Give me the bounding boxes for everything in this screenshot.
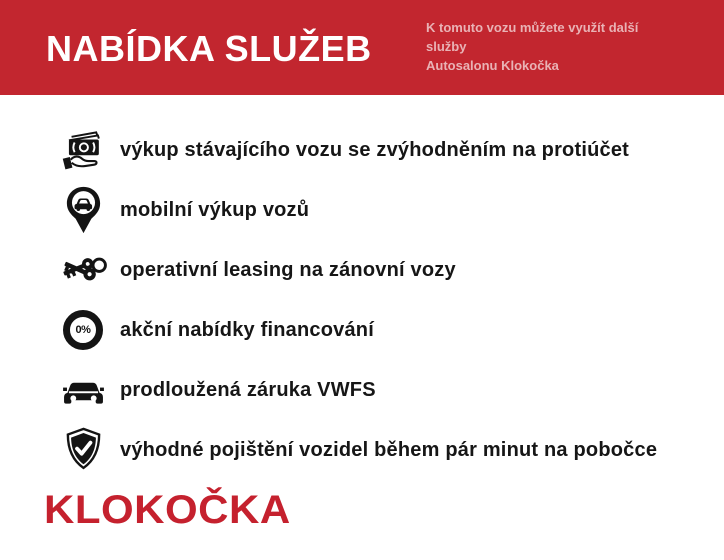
service-label: akční nabídky financování xyxy=(120,318,374,341)
service-item xyxy=(56,420,706,480)
klokocka-logo: KLOKOČKA xyxy=(44,487,291,532)
zero-percent-icon xyxy=(56,310,110,350)
service-item xyxy=(56,180,706,240)
shield-check-icon xyxy=(56,427,110,473)
service-label: výkup stávajícího vozu se zvýhodněním na protiúčet xyxy=(120,138,630,161)
service-label: prodloužená záruka VWFS xyxy=(120,378,376,401)
map-pin-car-icon xyxy=(56,186,110,234)
service-item xyxy=(56,240,706,300)
banner-subtitle-line2: Autosalonu Klokočka xyxy=(426,57,559,73)
service-label: mobilní výkup vozů xyxy=(120,198,310,221)
service-item xyxy=(56,300,706,360)
zero-percent-label: 0% xyxy=(75,324,91,336)
service-label: operativní leasing na zánovní vozy xyxy=(120,258,456,281)
car-keys-icon xyxy=(56,249,110,291)
header-banner xyxy=(0,0,724,95)
banner-subtitle-line1: K tomuto vozu můžete využít další služby xyxy=(426,20,639,55)
car-icon xyxy=(56,373,110,408)
service-label: výhodné pojištění vozidel během pár minut na pobočce xyxy=(120,438,658,461)
service-item xyxy=(56,120,706,180)
cash-in-hand-icon xyxy=(56,128,110,172)
page-title: NABÍDKA SLUŽEB xyxy=(46,27,372,69)
service-item xyxy=(56,360,706,420)
banner-subtitle xyxy=(426,19,678,76)
services-list xyxy=(56,120,706,480)
